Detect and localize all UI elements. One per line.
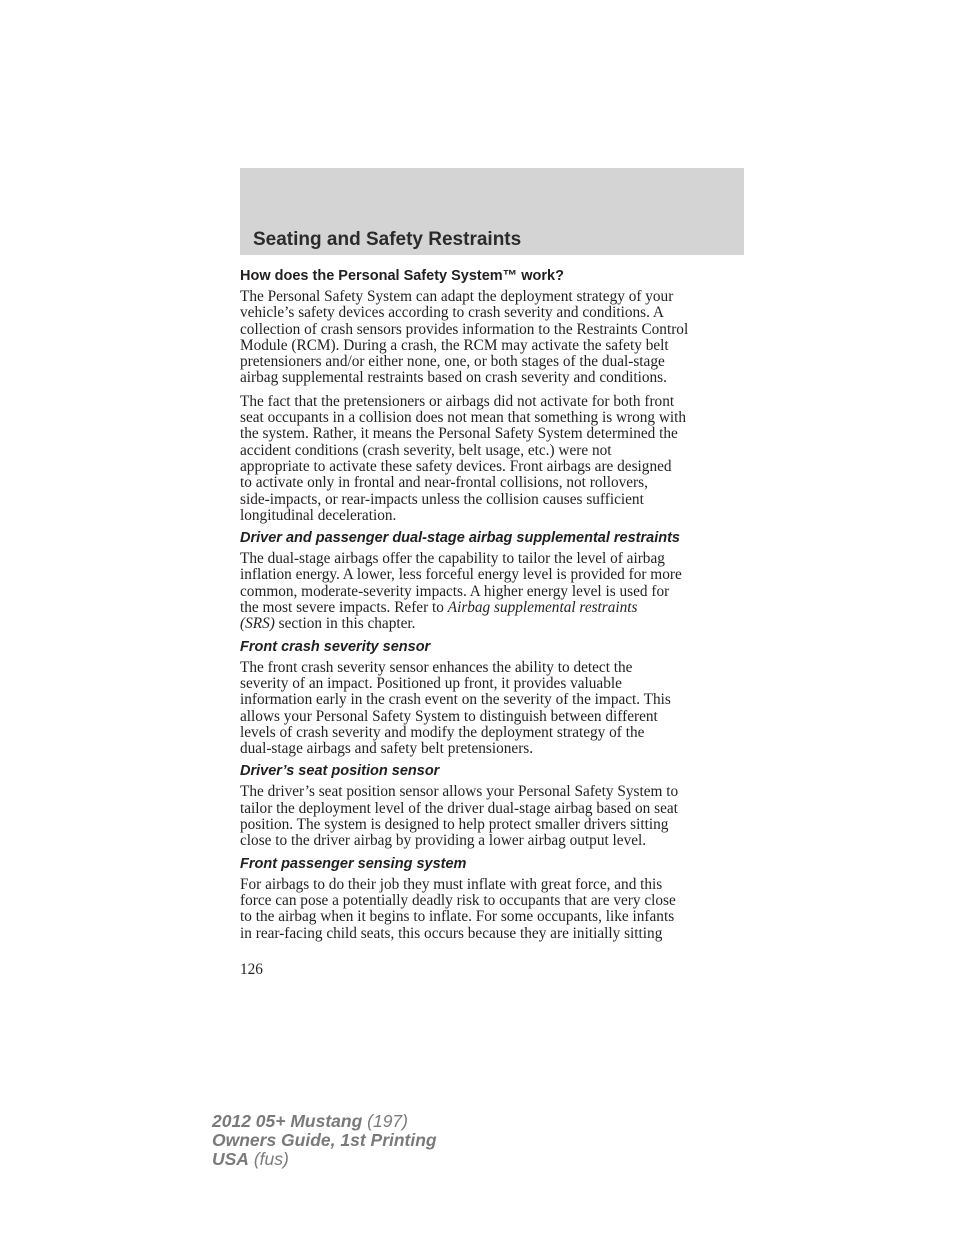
text-line: The fact that the pretensioners or airbags did not activate for both front bbox=[240, 392, 675, 410]
text-line: side-impacts, or rear-impacts unless the collision causes sufficient bbox=[240, 490, 644, 508]
paragraph-front-crash-severity-sensor bbox=[240, 660, 744, 758]
paragraph-drivers-seat-position-sensor bbox=[240, 784, 744, 849]
text-line: The front crash severity sensor enhances the ability to detect the bbox=[240, 658, 633, 676]
footer-line-model bbox=[212, 1112, 437, 1131]
text-line: pretensioners and/or either none, one, or both stages of the dual-stage bbox=[240, 353, 665, 371]
page-number: 126 bbox=[240, 961, 263, 978]
text-line: position. The system is designed to help protect smaller drivers sitting bbox=[240, 816, 669, 834]
paragraph-dual-stage-airbags bbox=[240, 551, 744, 632]
text-line: severity of an impact. Positioned up front, it provides valuable bbox=[240, 674, 622, 692]
text-line: appropriate to activate these safety devices. Front airbags are designed bbox=[240, 457, 672, 475]
footer-model: 2012 05+ Mustang bbox=[212, 1111, 363, 1131]
text-line: force can pose a potentially deadly risk to occupants that are very close bbox=[240, 891, 676, 909]
text-line: accident conditions (crash severity, belt usage, etc.) were not bbox=[240, 441, 612, 459]
text-line: airbag supplemental restraints based on crash severity and conditions. bbox=[240, 369, 667, 387]
heading-front-passenger-sensing-system: Front passenger sensing system bbox=[240, 855, 467, 872]
cross-reference-link: Airbag supplemental restraints bbox=[447, 599, 638, 617]
text-line: seat occupants in a collision does not mean that something is wrong with bbox=[240, 409, 687, 427]
text-line: to the airbag when it begins to inflate. For some occupants, like infants bbox=[240, 908, 675, 926]
text-line: in rear-facing child seats, this occurs because they are initially sitting bbox=[240, 924, 663, 942]
print-footer bbox=[212, 1112, 437, 1169]
heading-front-crash-severity-sensor: Front crash severity sensor bbox=[240, 638, 431, 655]
paragraph-pss-activation bbox=[240, 394, 744, 524]
footer-market-code: (fus) bbox=[248, 1149, 289, 1169]
text-line: common, moderate-severity impacts. A higher energy level is used for bbox=[240, 582, 670, 600]
text-line bbox=[240, 600, 744, 616]
text-line: inflation energy. A lower, less forceful energy level is provided for more bbox=[240, 566, 682, 584]
footer-line-market bbox=[212, 1150, 437, 1169]
text-line: tailor the deployment level of the driver dual-stage airbag based on seat bbox=[240, 799, 678, 817]
text-line: The dual-stage airbags offer the capability to tailor the level of airbag bbox=[240, 550, 665, 568]
text-line: the system. Rather, it means the Personal Safety System determined the bbox=[240, 425, 678, 443]
text-line: levels of crash severity and modify the deployment strategy of the bbox=[240, 723, 645, 741]
text-line: dual-stage airbags and safety belt pretensioners. bbox=[240, 740, 534, 758]
footer-line-edition bbox=[212, 1131, 437, 1150]
section-title: Seating and Safety Restraints bbox=[253, 229, 522, 250]
heading-drivers-seat-position-sensor: Driver’s seat position sensor bbox=[240, 763, 440, 780]
footer-model-code: (197) bbox=[362, 1111, 408, 1131]
section-header-band bbox=[240, 168, 744, 255]
text-run: the most severe impacts. Refer to bbox=[240, 599, 448, 617]
text-line: to activate only in frontal and near-frontal collisions, not rollovers, bbox=[240, 474, 648, 492]
footer-market: USA bbox=[212, 1149, 249, 1169]
text-line: vehicle’s safety devices according to crash severity and conditions. A bbox=[240, 304, 664, 322]
heading-dual-stage-airbags: Driver and passenger dual-stage airbag supplemental restraints bbox=[240, 530, 680, 547]
text-line: longitudinal deceleration. bbox=[240, 506, 397, 524]
cross-reference-link: (SRS) bbox=[240, 615, 275, 633]
text-line bbox=[240, 616, 744, 632]
text-line: collection of crash sensors provides information to the Restraints Control bbox=[240, 320, 689, 338]
page-content bbox=[240, 267, 744, 942]
text-run: section in this chapter. bbox=[274, 615, 416, 633]
text-line: allows your Personal Safety System to distinguish between different bbox=[240, 707, 658, 725]
text-line: The driver’s seat position sensor allows your Personal Safety System to bbox=[240, 783, 679, 801]
text-line: close to the driver airbag by providing a lower airbag output level. bbox=[240, 832, 647, 850]
text-line: Module (RCM). During a crash, the RCM may activate the safety belt bbox=[240, 336, 669, 354]
heading-personal-safety-system: How does the Personal Safety System™ work? bbox=[240, 268, 564, 284]
paragraph-front-passenger-sensing-system bbox=[240, 877, 744, 942]
text-line: information early in the crash event on the severity of the impact. This bbox=[240, 691, 671, 709]
text-line: The Personal Safety System can adapt the deployment strategy of your bbox=[240, 288, 674, 305]
paragraph-pss-intro bbox=[240, 289, 744, 387]
footer-edition: Owners Guide, 1st Printing bbox=[212, 1130, 437, 1150]
text-line: For airbags to do their job they must inflate with great force, and this bbox=[240, 875, 663, 893]
